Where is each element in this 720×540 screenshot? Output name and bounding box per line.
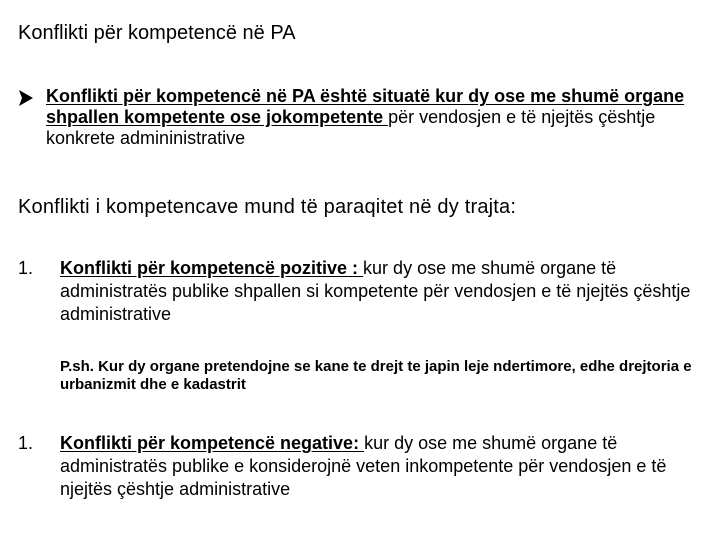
item-text xyxy=(60,432,708,501)
example-note: P.sh. Kur dy organe pretendojne se kane te drejt te japin leje ndertimore, edhe drejtoria e urbanizmit dhe e kadastrit xyxy=(60,358,692,393)
numbered-item-positive xyxy=(18,257,708,326)
item-lead: Konflikti për kompetencë pozitive : xyxy=(60,258,364,278)
arrow-bullet-item xyxy=(18,86,708,149)
slide-title: Konflikti për kompetencë në PA xyxy=(18,22,296,44)
arrow-bullet-icon xyxy=(18,89,34,107)
item-rest: kur dy ose me shumë organe të administratës publike shpallen si kompetente për vendosjen e të njejtës çështje administrative xyxy=(60,258,691,324)
numbered-item-negative xyxy=(18,432,708,501)
item-number: 1. xyxy=(18,258,34,278)
bullet-lead: Konflikti për kompetencë në PA është situatë kur dy ose me shumë organe shpallen kompetente ose jokompetente xyxy=(46,86,685,127)
bullet-rest: për vendosjen e të njejtës çështje konkrete admininistrative xyxy=(46,107,656,148)
item-rest: kur dy ose me shumë organe të administratës publike e konsiderojnë veten inkompetente për vendosjen e të njejtës çështje administrative xyxy=(60,433,667,499)
bullet-text xyxy=(46,86,708,149)
subheading: Konflikti i kompetencave mund të paraqitet në dy trajta: xyxy=(18,196,517,218)
item-text xyxy=(60,257,708,326)
item-lead: Konflikti për kompetencë negative: xyxy=(60,433,365,453)
item-number: 1. xyxy=(18,433,34,453)
